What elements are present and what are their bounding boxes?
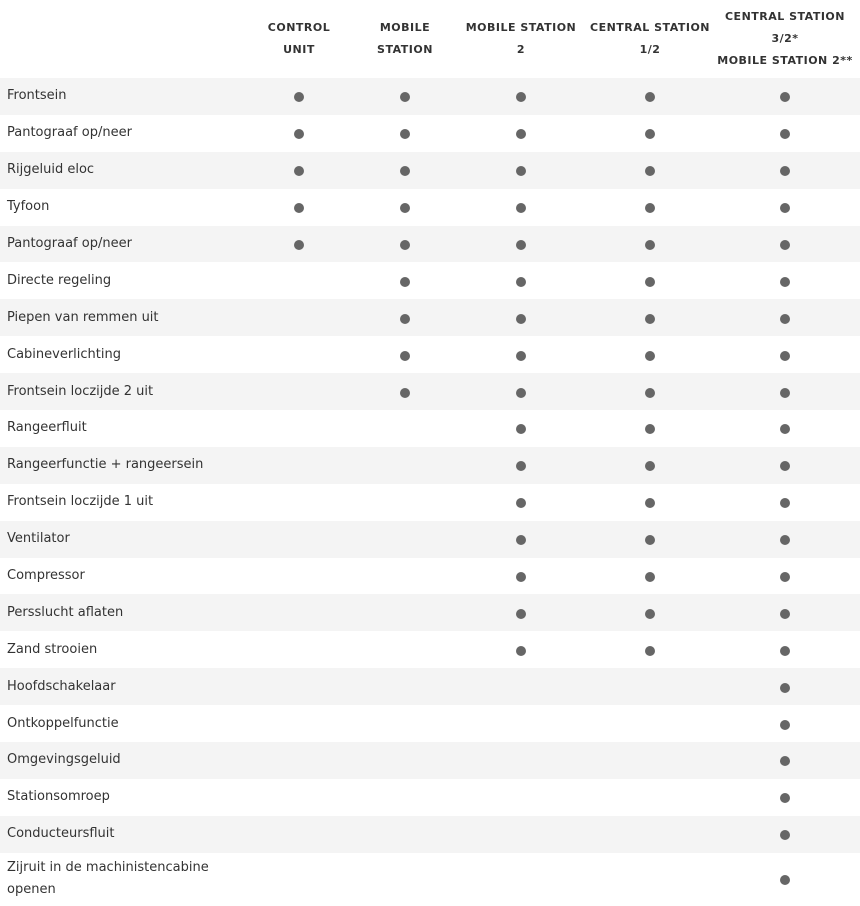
supported-dot-icon xyxy=(645,240,655,250)
feature-label: Persslucht aflaten xyxy=(0,594,240,631)
header-central-station-3-2 xyxy=(710,0,860,78)
table-row xyxy=(0,447,860,484)
feature-label: Ontkoppelfunctie xyxy=(0,705,240,742)
table-row xyxy=(0,262,860,299)
support-cell xyxy=(452,78,590,115)
support-cell xyxy=(590,631,710,668)
supported-dot-icon xyxy=(645,646,655,656)
feature-label: Zand strooien xyxy=(0,631,240,668)
feature-label: Frontsein loczijde 1 uit xyxy=(0,484,240,521)
supported-dot-icon xyxy=(645,424,655,434)
header-line: MOBILE xyxy=(379,21,431,34)
table-row xyxy=(0,705,860,742)
support-cell xyxy=(358,189,452,226)
header-line: 1/2 xyxy=(639,43,661,56)
support-cell xyxy=(710,262,860,299)
support-cell xyxy=(358,299,452,336)
support-cell xyxy=(710,410,860,447)
feature-label: Pantograaf op/neer xyxy=(0,226,240,263)
supported-dot-icon xyxy=(645,572,655,582)
supported-dot-icon xyxy=(294,166,304,176)
feature-label: Cabineverlichting xyxy=(0,336,240,373)
supported-dot-icon xyxy=(645,351,655,361)
support-cell xyxy=(452,816,590,853)
supported-dot-icon xyxy=(294,92,304,102)
support-cell xyxy=(358,447,452,484)
support-cell xyxy=(358,853,452,905)
table-row xyxy=(0,226,860,263)
table-row xyxy=(0,299,860,336)
feature-label: Rijgeluid eloc xyxy=(0,152,240,189)
support-cell xyxy=(590,853,710,905)
support-cell xyxy=(710,299,860,336)
feature-label: Stationsomroep xyxy=(0,779,240,816)
support-cell xyxy=(240,779,358,816)
supported-dot-icon xyxy=(400,166,410,176)
support-cell xyxy=(452,705,590,742)
supported-dot-icon xyxy=(400,240,410,250)
feature-label: Hoofdschakelaar xyxy=(0,668,240,705)
support-cell xyxy=(452,152,590,189)
feature-label: Directe regeling xyxy=(0,262,240,299)
support-cell xyxy=(240,594,358,631)
header-mobile-station-2 xyxy=(452,0,590,78)
support-cell xyxy=(452,779,590,816)
supported-dot-icon xyxy=(780,240,790,250)
supported-dot-icon xyxy=(780,351,790,361)
header-line: STATION xyxy=(377,43,433,56)
table-row xyxy=(0,484,860,521)
supported-dot-icon xyxy=(400,314,410,324)
support-cell xyxy=(358,410,452,447)
feature-label: Ventilator xyxy=(0,521,240,558)
table-row xyxy=(0,668,860,705)
supported-dot-icon xyxy=(780,388,790,398)
feature-label: Rangeerfunctie + rangeersein xyxy=(0,447,240,484)
header-control-unit xyxy=(240,0,358,78)
support-cell xyxy=(590,78,710,115)
support-cell xyxy=(358,521,452,558)
support-cell xyxy=(358,78,452,115)
support-cell xyxy=(452,742,590,779)
supported-dot-icon xyxy=(516,424,526,434)
supported-dot-icon xyxy=(645,166,655,176)
support-cell xyxy=(590,115,710,152)
supported-dot-icon xyxy=(516,351,526,361)
supported-dot-icon xyxy=(780,92,790,102)
supported-dot-icon xyxy=(645,203,655,213)
supported-dot-icon xyxy=(645,129,655,139)
supported-dot-icon xyxy=(400,277,410,287)
supported-dot-icon xyxy=(400,129,410,139)
support-cell xyxy=(452,594,590,631)
support-cell xyxy=(452,336,590,373)
support-cell xyxy=(452,373,590,410)
support-cell xyxy=(590,226,710,263)
supported-dot-icon xyxy=(780,535,790,545)
supported-dot-icon xyxy=(516,388,526,398)
header-line: MOBILE STATION 2** xyxy=(717,54,853,67)
supported-dot-icon xyxy=(780,461,790,471)
support-cell xyxy=(452,631,590,668)
supported-dot-icon xyxy=(294,240,304,250)
support-cell xyxy=(358,484,452,521)
support-cell xyxy=(710,594,860,631)
supported-dot-icon xyxy=(645,388,655,398)
supported-dot-icon xyxy=(516,461,526,471)
support-cell xyxy=(590,484,710,521)
supported-dot-icon xyxy=(780,609,790,619)
table-row xyxy=(0,558,860,595)
support-cell xyxy=(240,299,358,336)
support-cell xyxy=(240,226,358,263)
supported-dot-icon xyxy=(780,830,790,840)
support-cell xyxy=(710,226,860,263)
supported-dot-icon xyxy=(516,203,526,213)
support-cell xyxy=(590,189,710,226)
support-cell xyxy=(710,373,860,410)
supported-dot-icon xyxy=(294,203,304,213)
supported-dot-icon xyxy=(516,240,526,250)
support-cell xyxy=(710,779,860,816)
support-cell xyxy=(452,521,590,558)
support-cell xyxy=(358,115,452,152)
supported-dot-icon xyxy=(780,129,790,139)
table-row xyxy=(0,115,860,152)
supported-dot-icon xyxy=(516,609,526,619)
table-row xyxy=(0,152,860,189)
support-cell xyxy=(710,152,860,189)
support-cell xyxy=(590,816,710,853)
support-cell xyxy=(590,779,710,816)
support-cell xyxy=(452,299,590,336)
header-blank xyxy=(0,0,240,78)
table-row xyxy=(0,78,860,115)
support-cell xyxy=(452,853,590,905)
supported-dot-icon xyxy=(294,129,304,139)
supported-dot-icon xyxy=(780,424,790,434)
supported-dot-icon xyxy=(780,166,790,176)
table-row xyxy=(0,373,860,410)
supported-dot-icon xyxy=(780,314,790,324)
supported-dot-icon xyxy=(645,277,655,287)
support-cell xyxy=(590,373,710,410)
support-cell xyxy=(452,262,590,299)
table-row xyxy=(0,189,860,226)
support-cell xyxy=(710,484,860,521)
feature-label: Frontsein xyxy=(0,78,240,115)
support-cell xyxy=(240,742,358,779)
header-central-station-1-2 xyxy=(590,0,710,78)
support-cell xyxy=(590,521,710,558)
support-cell xyxy=(240,816,358,853)
feature-label: Compressor xyxy=(0,558,240,595)
support-cell xyxy=(240,484,358,521)
support-cell xyxy=(452,558,590,595)
supported-dot-icon xyxy=(780,875,790,885)
header-line: CENTRAL STATION xyxy=(590,21,711,34)
support-cell xyxy=(240,373,358,410)
support-cell xyxy=(452,484,590,521)
header-line: 2 xyxy=(516,43,526,56)
support-cell xyxy=(240,336,358,373)
support-cell xyxy=(358,705,452,742)
table-row xyxy=(0,336,860,373)
table-row xyxy=(0,779,860,816)
supported-dot-icon xyxy=(516,498,526,508)
support-cell xyxy=(240,262,358,299)
support-cell xyxy=(240,410,358,447)
supported-dot-icon xyxy=(516,314,526,324)
supported-dot-icon xyxy=(645,314,655,324)
supported-dot-icon xyxy=(645,461,655,471)
table-row xyxy=(0,816,860,853)
support-cell xyxy=(358,816,452,853)
support-cell xyxy=(452,115,590,152)
support-cell xyxy=(590,336,710,373)
support-cell xyxy=(358,594,452,631)
supported-dot-icon xyxy=(516,535,526,545)
support-cell xyxy=(590,558,710,595)
support-cell xyxy=(452,226,590,263)
support-cell xyxy=(358,742,452,779)
table-row xyxy=(0,594,860,631)
support-cell xyxy=(590,668,710,705)
supported-dot-icon xyxy=(645,498,655,508)
support-cell xyxy=(590,410,710,447)
table-row xyxy=(0,410,860,447)
feature-label: Frontsein loczijde 2 uit xyxy=(0,373,240,410)
support-cell xyxy=(710,78,860,115)
supported-dot-icon xyxy=(516,166,526,176)
supported-dot-icon xyxy=(516,646,526,656)
supported-dot-icon xyxy=(516,277,526,287)
support-cell xyxy=(710,668,860,705)
support-cell xyxy=(240,78,358,115)
supported-dot-icon xyxy=(780,646,790,656)
feature-label: Conducteursfluit xyxy=(0,816,240,853)
header-line: CENTRAL STATION xyxy=(724,10,845,23)
support-cell xyxy=(358,779,452,816)
support-cell xyxy=(452,447,590,484)
table-row xyxy=(0,521,860,558)
support-cell xyxy=(240,115,358,152)
support-cell xyxy=(710,816,860,853)
support-cell xyxy=(710,521,860,558)
support-cell xyxy=(358,631,452,668)
support-cell xyxy=(358,558,452,595)
support-cell xyxy=(710,742,860,779)
support-cell xyxy=(710,189,860,226)
supported-dot-icon xyxy=(516,92,526,102)
feature-label: Piepen van remmen uit xyxy=(0,299,240,336)
header-line: CONTROL xyxy=(267,21,331,34)
supported-dot-icon xyxy=(645,609,655,619)
support-cell xyxy=(240,447,358,484)
feature-label: Tyfoon xyxy=(0,189,240,226)
support-cell xyxy=(710,336,860,373)
support-cell xyxy=(240,668,358,705)
support-cell xyxy=(452,668,590,705)
support-cell xyxy=(358,373,452,410)
support-cell xyxy=(240,853,358,905)
supported-dot-icon xyxy=(780,277,790,287)
feature-label: Zijruit in de machinistencabine openen xyxy=(0,853,240,905)
support-cell xyxy=(710,558,860,595)
supported-dot-icon xyxy=(400,388,410,398)
feature-label: Pantograaf op/neer xyxy=(0,115,240,152)
support-cell xyxy=(358,152,452,189)
supported-dot-icon xyxy=(645,92,655,102)
feature-label: Omgevingsgeluid xyxy=(0,742,240,779)
table-row xyxy=(0,742,860,779)
support-cell xyxy=(358,226,452,263)
support-cell xyxy=(358,262,452,299)
supported-dot-icon xyxy=(780,793,790,803)
support-cell xyxy=(710,447,860,484)
support-cell xyxy=(710,631,860,668)
table-row xyxy=(0,631,860,668)
support-cell xyxy=(590,447,710,484)
header-mobile-station xyxy=(358,0,452,78)
supported-dot-icon xyxy=(780,720,790,730)
header-line: UNIT xyxy=(283,43,315,56)
support-cell xyxy=(590,594,710,631)
feature-rows xyxy=(0,78,860,905)
support-cell xyxy=(240,152,358,189)
supported-dot-icon xyxy=(400,92,410,102)
support-cell xyxy=(710,853,860,905)
support-cell xyxy=(590,705,710,742)
support-cell xyxy=(240,558,358,595)
support-cell xyxy=(240,631,358,668)
table-row xyxy=(0,853,860,905)
support-cell xyxy=(710,705,860,742)
support-cell xyxy=(452,410,590,447)
feature-label: Rangeerfluit xyxy=(0,410,240,447)
supported-dot-icon xyxy=(780,203,790,213)
support-cell xyxy=(590,299,710,336)
supported-dot-icon xyxy=(516,572,526,582)
supported-dot-icon xyxy=(780,683,790,693)
support-cell xyxy=(358,668,452,705)
support-cell xyxy=(590,152,710,189)
support-cell xyxy=(710,115,860,152)
support-cell xyxy=(590,262,710,299)
support-cell xyxy=(358,336,452,373)
header-line: MOBILE STATION xyxy=(465,21,577,34)
support-cell xyxy=(590,742,710,779)
supported-dot-icon xyxy=(780,572,790,582)
support-cell xyxy=(452,189,590,226)
support-cell xyxy=(240,189,358,226)
header-line: 3/2* xyxy=(771,32,799,45)
support-cell xyxy=(240,521,358,558)
header-row xyxy=(0,0,860,78)
supported-dot-icon xyxy=(516,129,526,139)
supported-dot-icon xyxy=(780,756,790,766)
supported-dot-icon xyxy=(780,498,790,508)
support-cell xyxy=(240,705,358,742)
supported-dot-icon xyxy=(645,535,655,545)
supported-dot-icon xyxy=(400,203,410,213)
supported-dot-icon xyxy=(400,351,410,361)
